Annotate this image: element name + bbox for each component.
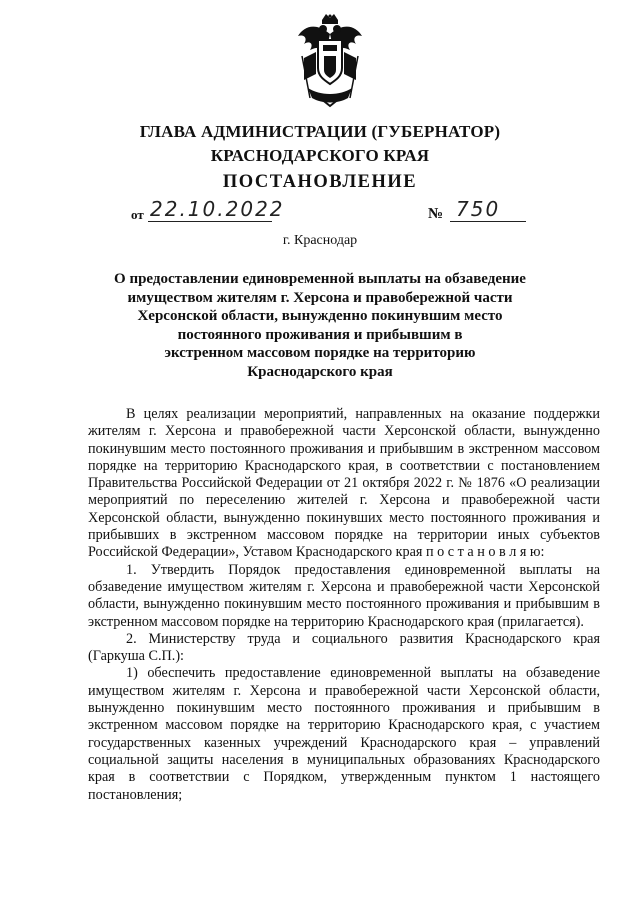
date-value: 22.10.2022 [150, 197, 285, 221]
title-line: Краснодарского края [247, 363, 393, 380]
coat-of-arms-emblem [290, 12, 370, 108]
authority-line-2: КРАСНОДАРСКОГО КРАЯ [210, 146, 430, 165]
item-2-paragraph: 2. Министерству труда и социального развития Краснодарского края (Гаркуша С.П.): [88, 630, 600, 665]
document-body [88, 406, 600, 804]
number-value: 750 [456, 197, 501, 221]
document-title [0, 270, 640, 381]
city: г. Краснодар [282, 233, 358, 248]
date-underline [148, 221, 272, 222]
item-1-paragraph: 1. Утвердить Порядок предоставления единовременной выплаты на обзаведение имуществом жителям г. Херсона и правобережной части Херсонской области, вынужденно покинувшим место постоянного проживания и прибывшим в экстренном массовом порядке на территорию Краснодарского края (прилагается). [88, 561, 600, 630]
date-prefix: от [131, 207, 144, 222]
number-underline [450, 221, 526, 222]
date-number-row [0, 197, 640, 227]
title-line: Херсонской области, вынужденно покинувшим место [137, 308, 503, 324]
title-line: О предоставлении единовременной выплаты на обзаведение [114, 271, 526, 287]
title-line: экстренном массовом порядке на территорию [164, 345, 476, 361]
number-prefix: № [428, 206, 444, 222]
item-2-1-paragraph: 1) обеспечить предоставление единовременной выплаты на обзаведение имуществом жителям г. Херсона и правобережной части Херсонской области, вынужденно покинувшим место постоянного проживания и прибывшим в экстренном массовом порядке на территорию Краснодарского края, с участием государственных казенных учреждений Краснодарского края – управлений социальной защиты населения в муниципальных образованиях Краснодарского края в соответствии с Порядком, утвержденным пунктом 1 настоящего постановления; [88, 665, 600, 803]
issuing-authority [0, 120, 640, 168]
document-type: ПОСТАНОВЛЕНИЕ [222, 172, 418, 192]
preamble-paragraph: В целях реализации мероприятий, направленных на оказание поддержки жителям г. Херсона и правобережной части Херсонской области, вынужденно покинувшим место постоянного проживания и прибывшим в экстренном массовом порядке на территорию Краснодарского края, в соответствии с постановлением Правительства Российской Федерации от 21 октября 2022 г. № 1876 «О реализации мероприятий по переселению жителей г. Херсона и правобережной части Херсонской области, вынужденно покинувших место постоянного проживания и прибывших в экстренном массовом порядке на территории иных субъектов Российской Федерации», Уставом Краснодарского края п о с т а н о в л я ю: [88, 406, 600, 561]
title-line: имуществом жителям г. Херсона и правобережной части [127, 289, 513, 306]
authority-line-1: ГЛАВА АДМИНИСТРАЦИИ (ГУБЕРНАТОР) [139, 122, 501, 141]
title-line: постоянного проживания и прибывшим в [177, 326, 463, 343]
